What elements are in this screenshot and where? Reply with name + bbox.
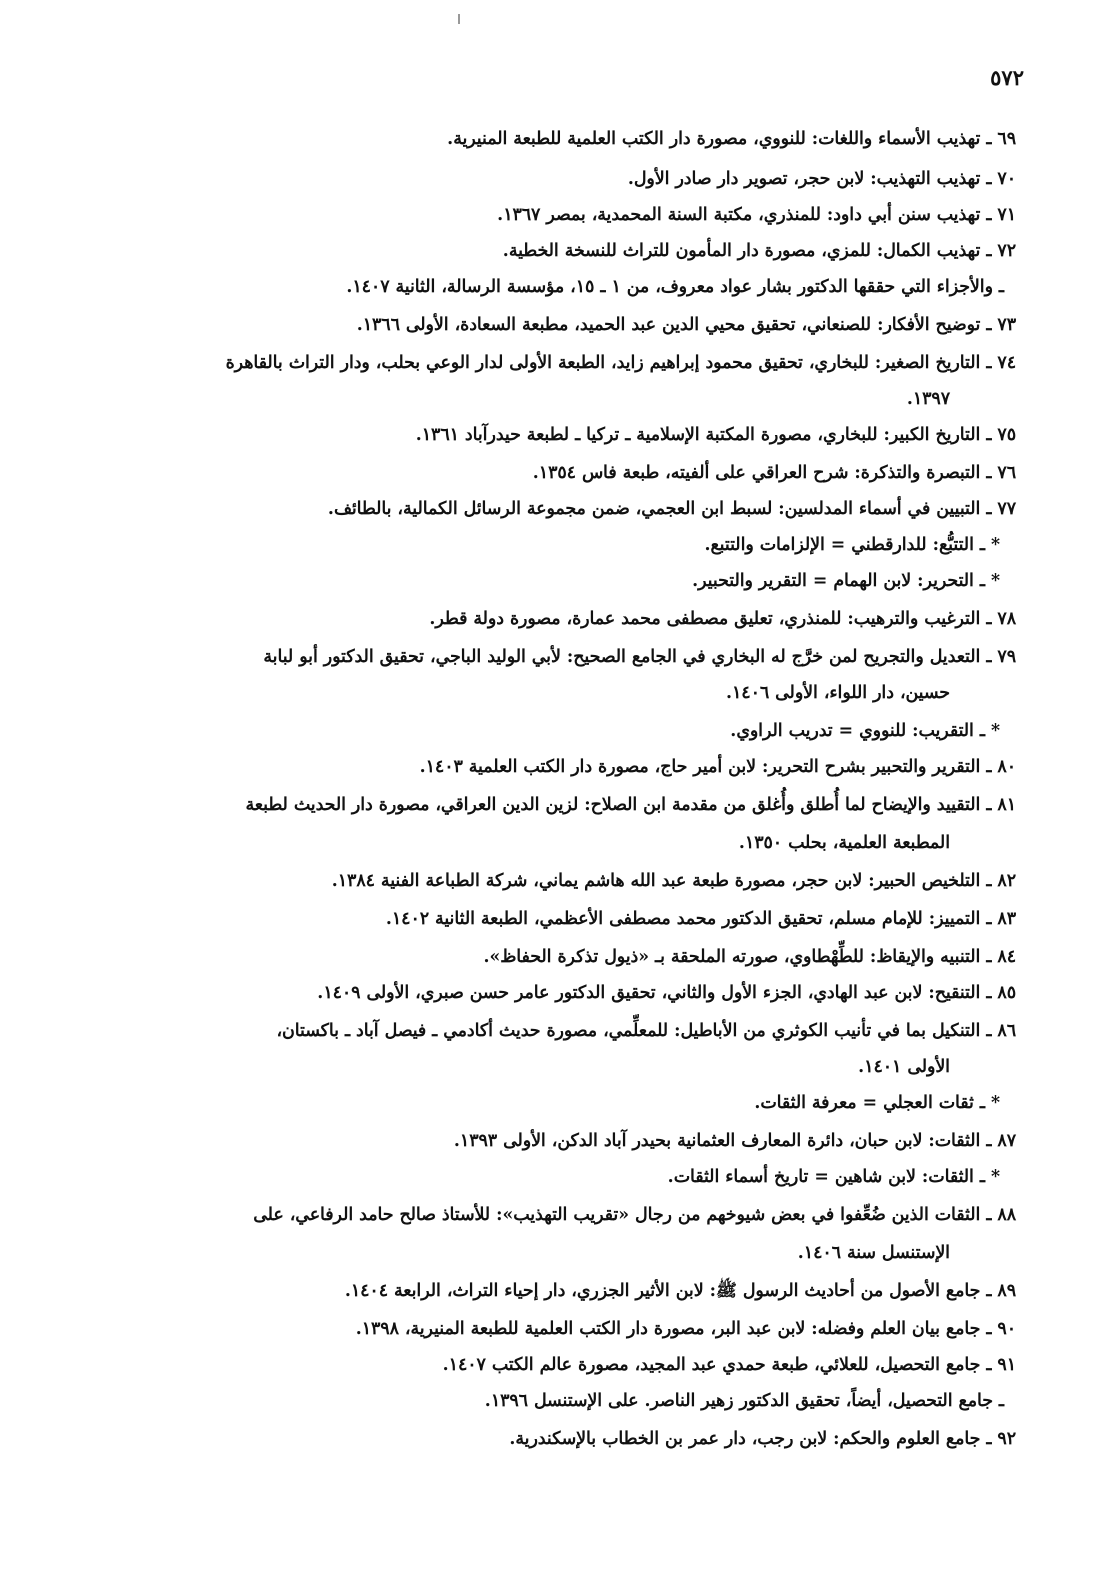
bibliography-line: ٨٩ ـ جامع الأصول من أحاديث الرسول ﷺ: لابن الأثير الجزري، دار إحياء التراث، الرابعة ١٤٠٤. bbox=[344, 1281, 1016, 1301]
bibliography-line: * ـ الثقات: لابن شاهين = تاريخ أسماء الثقات. bbox=[667, 1167, 1000, 1187]
bibliography-line: ٩١ ـ جامع التحصيل، للعلائي، طبعة حمدي عبد المجيد، مصورة عالم الكتب ١٤٠٧. bbox=[442, 1355, 1016, 1375]
bibliography-line: ٦٩ ـ تهذيب الأسماء واللغات: للنووي، مصورة دار الكتب العلمية للطبعة المنيرية. bbox=[447, 129, 1016, 149]
bibliography-line: ٧٨ ـ الترغيب والترهيب: للمنذري، تعليق مصطفى محمد عمارة، مصورة دولة قطر. bbox=[429, 609, 1016, 629]
bibliography-line: ٨٠ ـ التقرير والتحبير بشرح التحرير: لابن أمير حاج، مصورة دار الكتب العلمية ١٤٠٣. bbox=[419, 757, 1016, 777]
bibliography-line: المطبعة العلمية، بحلب ١٣٥٠. bbox=[738, 833, 950, 853]
bibliography-line: ٨٢ ـ التلخيص الحبير: لابن حجر، مصورة طبعة عبد الله هاشم يماني، شركة الطباعة الفنية ١٣٨٤. bbox=[331, 871, 1016, 891]
bibliography-line: * ـ التتبُّع: للدارقطني = الإلزامات والتتبع. bbox=[704, 535, 1000, 555]
bibliography-line: ٧٩ ـ التعديل والتجريح لمن خرَّج له البخاري في الجامع الصحيح: لأبي الوليد الباجي، تحقيق الدكتور أبو لبابة bbox=[263, 647, 1016, 667]
bibliography-line: ٩٢ ـ جامع العلوم والحكم: لابن رجب، دار عمر بن الخطاب بالإسكندرية. bbox=[509, 1429, 1016, 1449]
bibliography-line: * ـ التقريب: للنووي = تدريب الراوي. bbox=[730, 721, 1000, 741]
bibliography-line: ٧٢ ـ تهذيب الكمال: للمزي، مصورة دار المأمون للتراث للنسخة الخطية. bbox=[502, 241, 1016, 261]
bibliography-line: ٧١ ـ تهذيب سنن أبي داود: للمنذري، مكتبة السنة المحمدية، بمصر ١٣٦٧. bbox=[497, 205, 1016, 225]
bibliography-line: ٩٠ ـ جامع بيان العلم وفضله: لابن عبد البر، مصورة دار الكتب العلمية للطبعة المنيرية، ١٣٩٨. bbox=[355, 1319, 1016, 1339]
bibliography-line: ٨٧ ـ الثقات: لابن حبان، دائرة المعارف العثمانية بحيدر آباد الدكن، الأولى ١٣٩٣. bbox=[453, 1131, 1016, 1151]
bibliography-line: ٧٥ ـ التاريخ الكبير: للبخاري، مصورة المكتبة الإسلامية ـ تركيا ـ لطبعة حيدرآباد ١٣٦١. bbox=[415, 425, 1016, 445]
bibliography-line: ٨٨ ـ الثقات الذين ضُعِّفوا في بعض شيوخهم من رجال «تقريب التهذيب»: للأستاذ صالح حامد الرفاعي، على bbox=[253, 1205, 1016, 1225]
page-number: ٥٧٢ bbox=[990, 65, 1024, 90]
bibliography-line: ٨٤ ـ التنبيه والإيقاظ: للطِّهْطاوي، صورته الملحقة بـ «ذيول تذكرة الحفاظ». bbox=[483, 947, 1016, 967]
bibliography-line: ٨٣ ـ التمييز: للإمام مسلم، تحقيق الدكتور محمد مصطفى الأعظمي، الطبعة الثانية ١٤٠٢. bbox=[385, 909, 1016, 929]
bibliography-line: * ـ ثقات العجلي = معرفة الثقات. bbox=[754, 1093, 1000, 1113]
bibliography-line: ٧٤ ـ التاريخ الصغير: للبخاري، تحقيق محمود إبراهيم زايد، الطبعة الأولى لدار الوعي بحلب، ودار التراث بالقاهرة bbox=[225, 353, 1016, 373]
bibliography-line: * ـ التحرير: لابن الهمام = التقرير والتحبير. bbox=[692, 571, 1000, 591]
bibliography-line: الأولى ١٤٠١. bbox=[858, 1057, 950, 1077]
bibliography-line: ٧٠ ـ تهذيب التهذيب: لابن حجر، تصوير دار صادر الأول. bbox=[627, 169, 1016, 189]
bibliography-line: حسين، دار اللواء، الأولى ١٤٠٦. bbox=[725, 683, 950, 703]
bibliography-line: ٧٧ ـ التبيين في أسماء المدلسين: لسبط ابن العجمي، ضمن مجموعة الرسائل الكمالية، بالطائف. bbox=[327, 499, 1016, 519]
bibliography-line: ٨٦ ـ التنكيل بما في تأنيب الكوثري من الأباطيل: للمعلِّمي، مصورة حديث أكادمي ـ فيصل آباد ـ باكستان، bbox=[276, 1021, 1016, 1041]
bibliography-line: ٧٣ ـ توضيح الأفكار: للصنعاني، تحقيق محيي الدين عبد الحميد، مطبعة السعادة، الأولى ١٣٦٦. bbox=[356, 315, 1016, 335]
bibliography-line: ١٣٩٧. bbox=[906, 389, 950, 409]
bibliography-line: ٨١ ـ التقييد والإيضاح لما أُطلق وأُغلق من مقدمة ابن الصلاح: لزين الدين العراقي، مصورة دار الحديث لطبعة bbox=[245, 795, 1016, 815]
bibliography-line: ـ جامع التحصيل، أيضاً، تحقيق الدكتور زهير الناصر. على الإستنسل ١٣٩٦. bbox=[484, 1391, 1004, 1411]
bibliography-line: ٨٥ ـ التنقيح: لابن عبد الهادي، الجزء الأول والثاني، تحقيق الدكتور عامر حسن صبري، الأولى ١٤٠٩. bbox=[317, 983, 1016, 1003]
bibliography-line: ـ والأجزاء التي حققها الدكتور بشار عواد معروف، من ١ ـ ١٥، مؤسسة الرسالة، الثانية ١٤٠٧. bbox=[346, 277, 1004, 297]
bibliography-line: الإستنسل سنة ١٤٠٦. bbox=[797, 1243, 950, 1263]
bibliography-line: ٧٦ ـ التبصرة والتذكرة: شرح العراقي على ألفيته، طبعة فاس ١٣٥٤. bbox=[532, 463, 1016, 483]
